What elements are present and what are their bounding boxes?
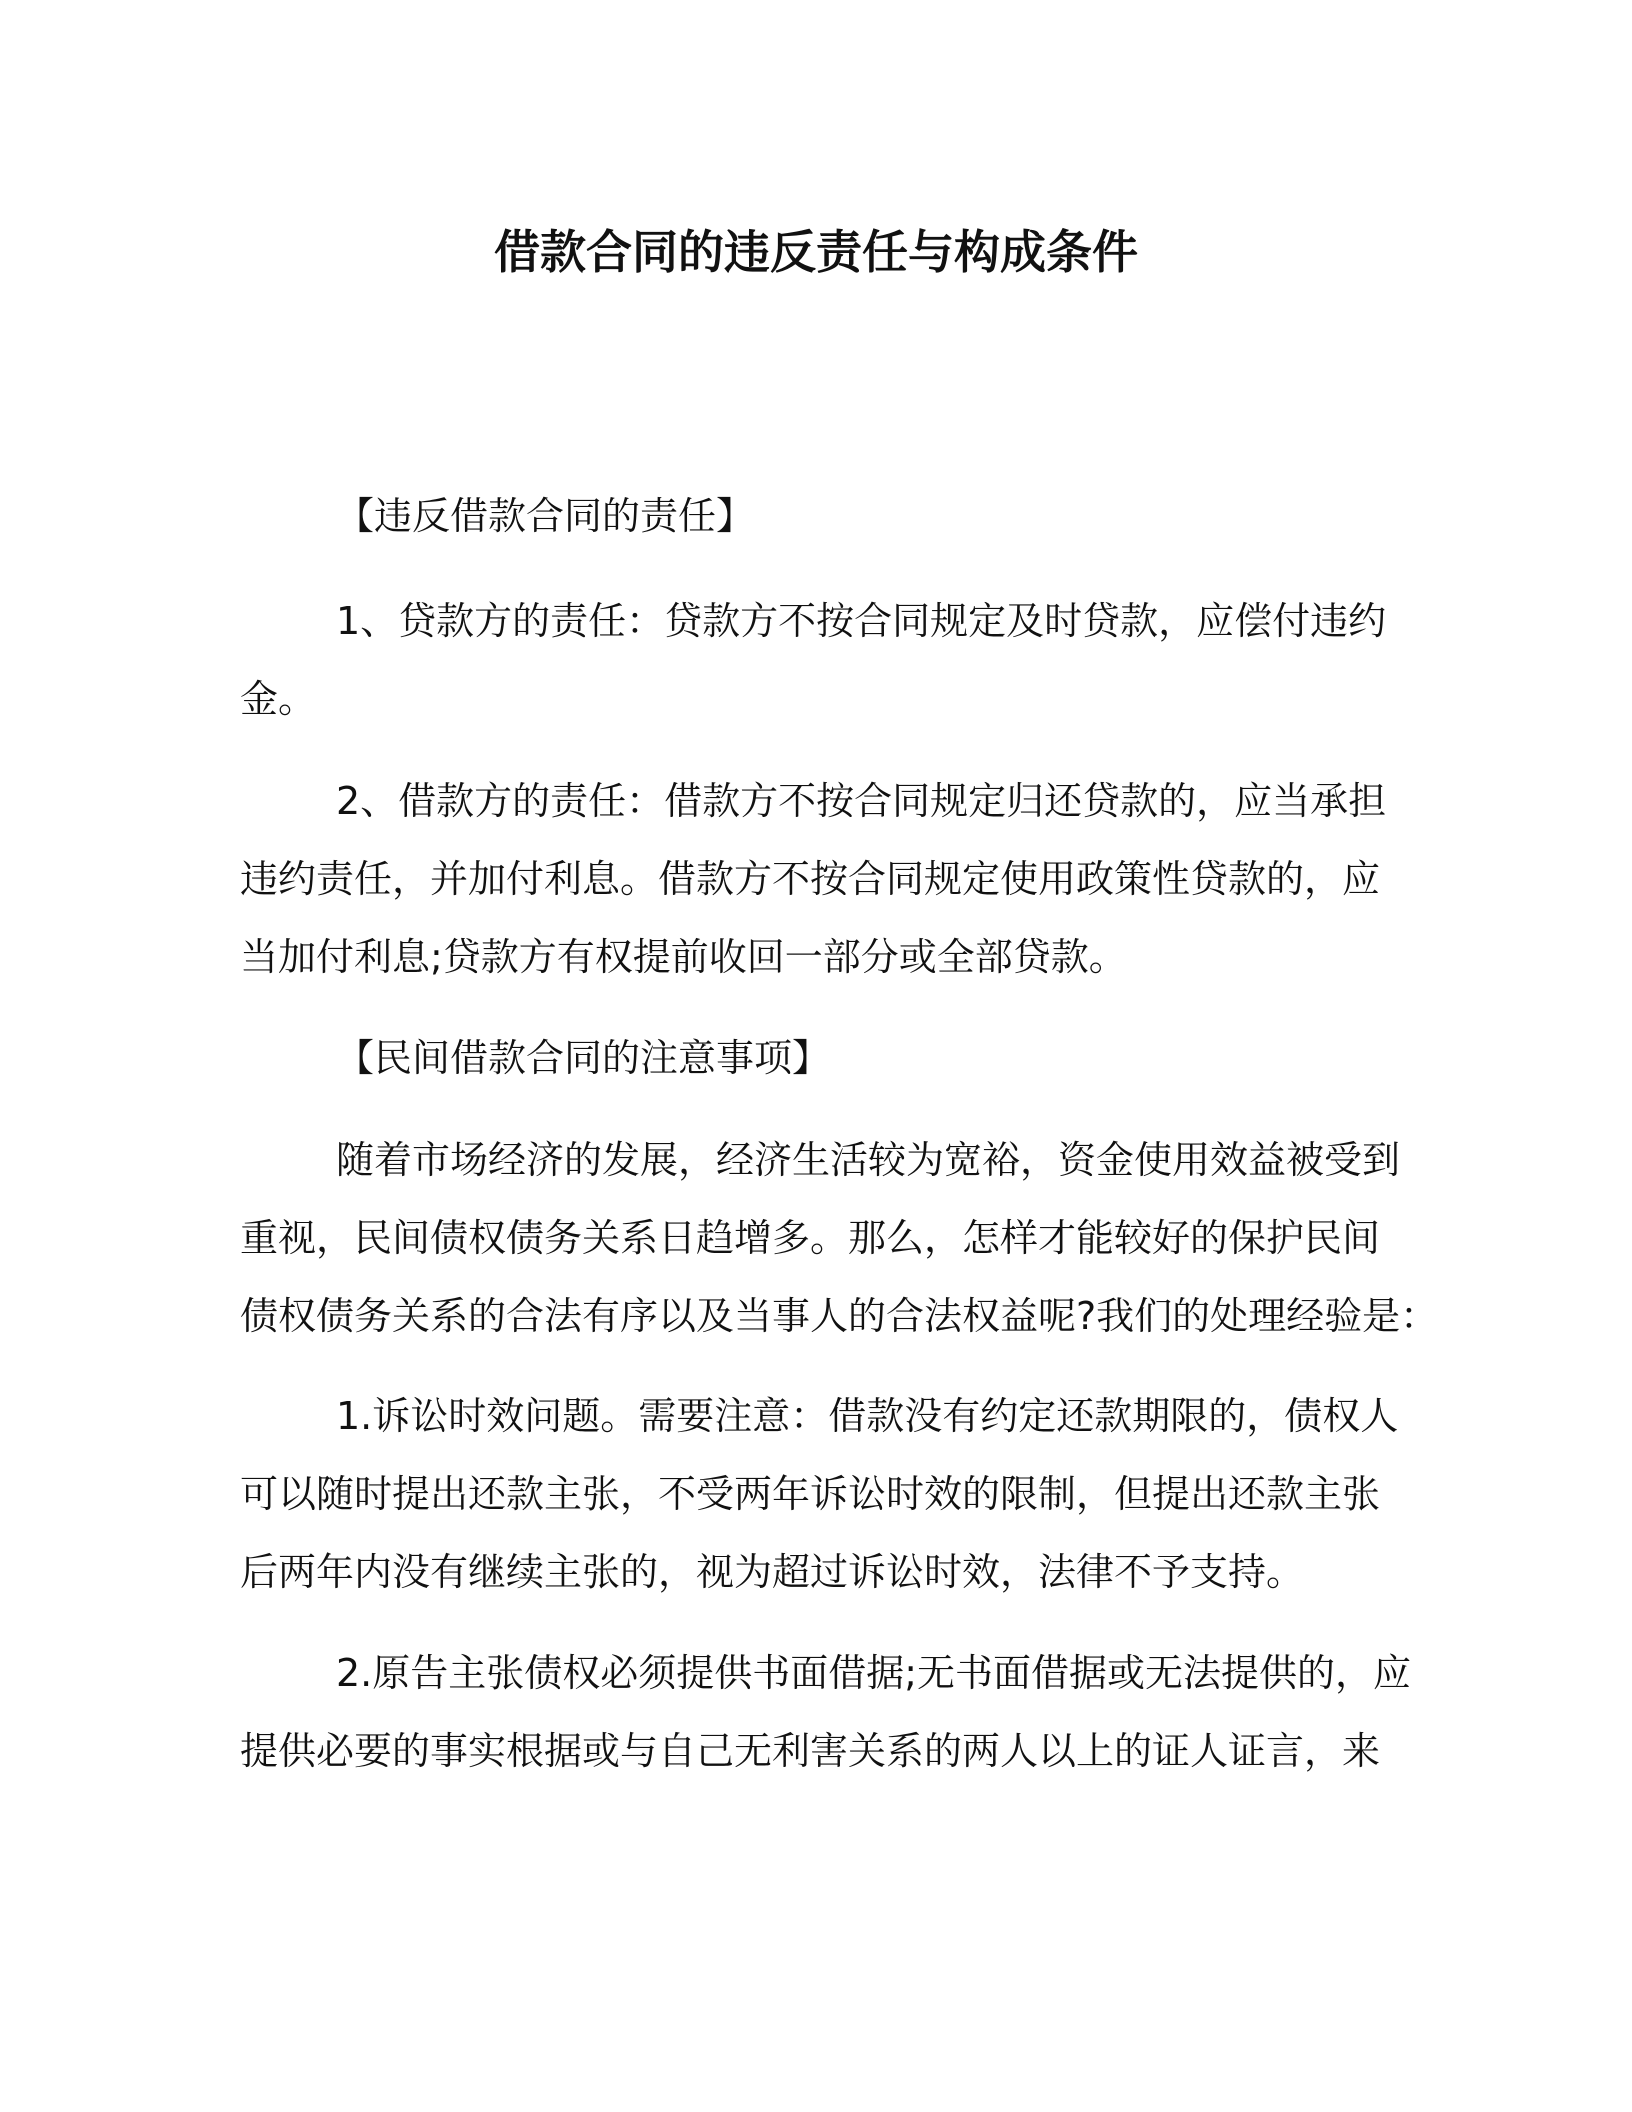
paragraph-line: 1、贷款方的责任：贷款方不按合同规定及时贷款，应偿付违约: [336, 599, 1387, 643]
paragraph-line: 1.诉讼时效问题。需要注意：借款没有约定还款期限的，债权人: [336, 1394, 1399, 1438]
paragraph-line: 可以随时提出还款主张，不受两年诉讼时效的限制，但提出还款主张: [240, 1472, 1381, 1516]
paragraph-line: 重视，民间债权债务关系日趋增多。那么，怎样才能较好的保护民间: [240, 1216, 1381, 1260]
paragraph-line: 2、借款方的责任：借款方不按合同规定归还贷款的，应当承担: [336, 779, 1387, 823]
section-heading-private-loan: [240, 1019, 1408, 1097]
paragraph-written-evidence: [240, 1634, 1412, 1790]
paragraph-background: [240, 1121, 1439, 1355]
paragraph-line: 债权债务关系的合法有序以及当事人的合法权益呢?我们的处理经验是：: [240, 1294, 1439, 1338]
document-title: 借款合同的违反责任与构成条件: [494, 225, 1138, 279]
paragraph-line: 金。: [240, 677, 317, 721]
paragraph-line: 当加付利息;贷款方有权提前收回一部分或全部贷款。: [240, 935, 1127, 979]
section-heading-liability: [240, 477, 1408, 555]
paragraph-lender-liability: [240, 582, 1408, 738]
section-heading-text: 【民间借款合同的注意事项】: [336, 1036, 831, 1080]
paragraph-line: 随着市场经济的发展，经济生活较为宽裕，资金使用效益被受到: [336, 1138, 1401, 1182]
paragraph-line: 2.原告主张债权必须提供书面借据;无书面借据或无法提供的，应: [336, 1651, 1412, 1695]
paragraph-line: 提供必要的事实根据或与自己无利害关系的两人以上的证人证言，来: [240, 1729, 1381, 1773]
paragraph-line: 违约责任，并加付利息。借款方不按合同规定使用政策性贷款的，应: [240, 857, 1381, 901]
paragraph-limitation-period: [240, 1377, 1408, 1611]
paragraph-line: 后两年内没有继续主张的，视为超过诉讼时效，法律不予支持。: [240, 1550, 1305, 1594]
paragraph-borrower-liability: [240, 762, 1408, 996]
section-heading-text: 【违反借款合同的责任】: [336, 494, 755, 538]
